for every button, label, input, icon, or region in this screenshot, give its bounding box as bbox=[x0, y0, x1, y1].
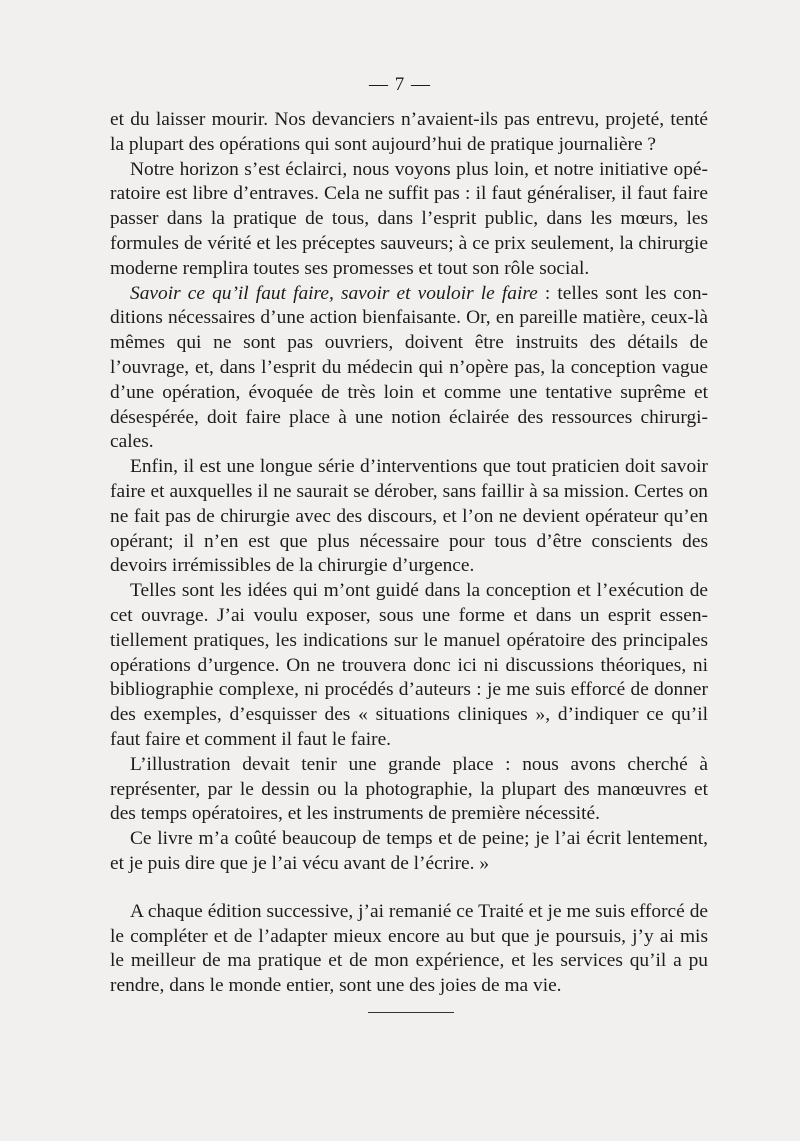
paragraph: Telles sont les idées qui m’ont guidé dans la conception et l’exécution de cet ouvrage. J’ai voulu exposer, sous une forme et dans un esprit essentiellement pratiques, les indications sur le manuel opératoire des principales opérations d’urgence. On ne trouvera donc ici ni discussions théoriques, ni bibliographie complexe, ni procédés d’auteurs : je me suis efforcé de donner des exemples, d’esquisser des « situations cliniques », d’indiquer ce qu’il faut faire et comment il faut le faire. bbox=[110, 580, 708, 750]
paragraph: Ce livre m’a coûté beaucoup de temps et de peine; je l’ai écrit lentement, et je puis dire que je l’ai vécu avant de l’écrire. » bbox=[110, 828, 708, 874]
page-number: — 7 — bbox=[369, 74, 431, 95]
paragraph: A chaque édition successive, j’ai remanié ce Traité et je me suis efforcé de le compléter et de l’adapter mieux encore au but que je poursuis, j’y ai mis le meilleur de ma pratique et de mon expérience, et les services qu’il a pu rendre, dans le monde entier, sont une des joies de ma vie. bbox=[110, 900, 708, 997]
paragraph: L’illustration devait tenir une grande place : nous avons cherché à représenter, par le dessin ou la photographie, la plupart des manœuvres et des temps opératoires, et les instruments de première nécessité. bbox=[110, 753, 708, 825]
paragraph: Enfin, il est une longue série d’interventions que tout praticien doit savoir faire et auxquelles il ne saurait se dérober, sans faillir à sa mission. Certes on ne fait pas de chirurgie avec des discours, et l’on ne devient opérateur qu’en opérant; il n’en est que plus nécessaire pour tous d’être conscients des devoirs irrémissibles de la chirurgie d’urgence. bbox=[110, 456, 708, 577]
closing-rule bbox=[368, 1012, 454, 1013]
paragraph: et du laisser mourir. Nos devanciers n’avaient-ils pas entrevu, projeté, tenté la plupart des opérations qui sont aujourd’hui de pratique journalière ? bbox=[110, 109, 708, 155]
paragraph-rest: : telles sont les conditions nécessaires d’une action bienfaisante. Or, en pareille matière, ceux-là mêmes qui ne sont pas ouvriers, doivent être instruits des détails de l’ouvrage, et, dans l’esprit du médecin qui n’opère pas, la conception vague d’une opération, évoquée de très loin et comme une tentative suprême et désespérée, doit faire place à une notion éclairée des ressources chirurgicales. bbox=[110, 282, 708, 453]
paragraph: Notre horizon s’est éclairci, nous voyons plus loin, et notre initiative opératoire est libre d’entraves. Cela ne suffit pas : il faut généraliser, il faut faire passer dans la pratique de tous, dans l’esprit public, dans les mœurs, les formules de vérité et les préceptes sauveurs; à ce prix seulement, la chirurgie moderne remplira toutes ses promesses et tout son rôle social. bbox=[110, 158, 708, 279]
body-text bbox=[110, 108, 708, 999]
paragraph bbox=[110, 282, 708, 456]
italic-phrase: Savoir ce qu’il faut faire, savoir et vouloir le faire bbox=[130, 282, 538, 304]
